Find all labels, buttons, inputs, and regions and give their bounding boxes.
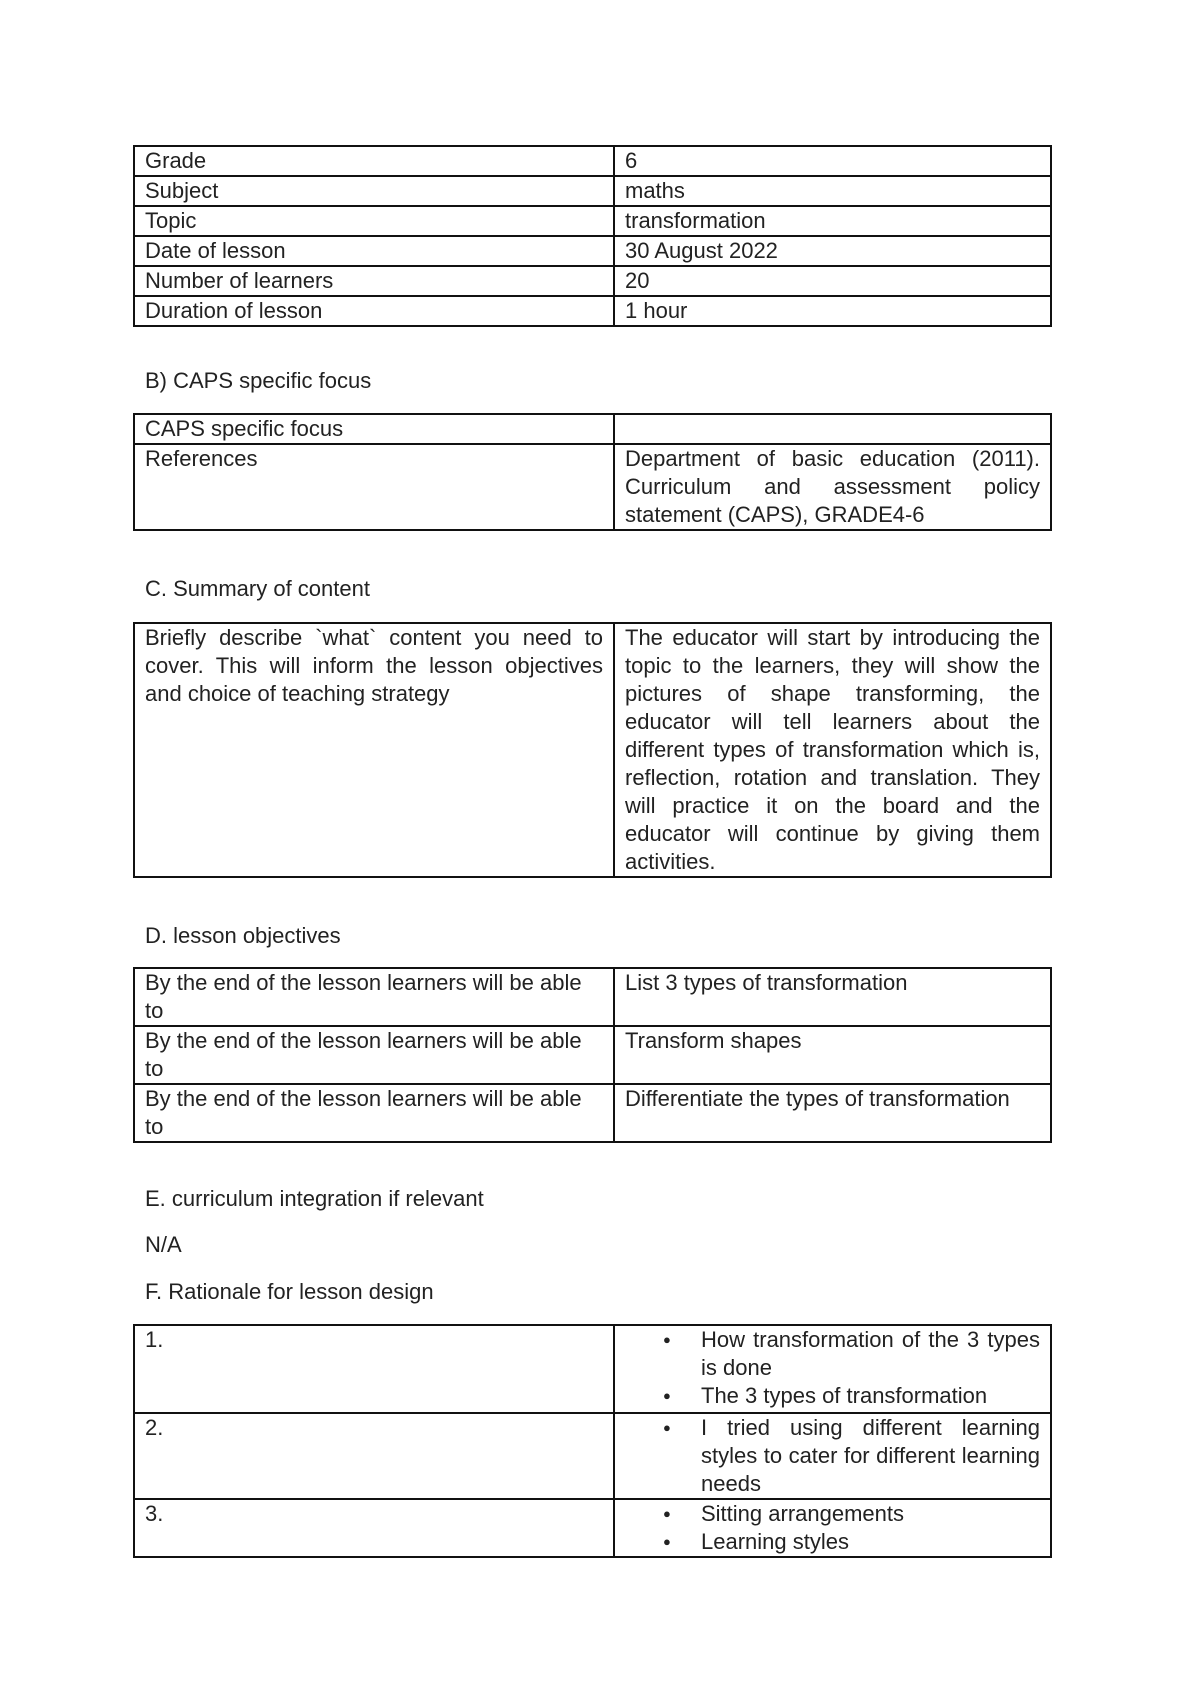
- table-row: [134, 1026, 1051, 1084]
- rationale-number: 3.: [134, 1499, 614, 1557]
- section-f-heading: F. Rationale for lesson design: [145, 1279, 434, 1304]
- list-item: ● I tried using different learning styles to cater for different learning needs: [701, 1414, 1040, 1498]
- rationale-cell: [614, 1325, 1051, 1413]
- caps-label: CAPS specific focus: [134, 414, 614, 444]
- section-b-heading: B) CAPS specific focus: [145, 368, 372, 393]
- rationale-list: [625, 1326, 1040, 1410]
- list-item: ● How transformation of the 3 types is done: [701, 1326, 1040, 1382]
- references-value: Department of basic education (2011). Curriculum and assessment policy statement (CAPS), GRADE4-6: [614, 444, 1051, 530]
- section-d-heading: D. lesson objectives: [145, 923, 341, 948]
- table-row: [134, 414, 1051, 444]
- summary-prompt: Briefly describe `what` content you need to cover. This will inform the lesson objectives and choice of teaching strategy: [134, 623, 614, 877]
- info-label: Topic: [134, 206, 614, 236]
- table-row: [134, 623, 1051, 877]
- table-row: [134, 266, 1051, 296]
- table-row: [134, 296, 1051, 326]
- rationale-list: [625, 1414, 1040, 1498]
- info-value: 20: [614, 266, 1051, 296]
- info-value: maths: [614, 176, 1051, 206]
- rationale-cell: [614, 1499, 1051, 1557]
- section-e-value: N/A: [145, 1232, 182, 1257]
- references-label: References: [134, 444, 614, 530]
- table-row: [134, 1413, 1051, 1499]
- objective-label: By the end of the lesson learners will be able to: [134, 968, 614, 1026]
- table-row: [134, 968, 1051, 1026]
- list-item: ● The 3 types of transformation: [701, 1382, 1040, 1410]
- section-c-heading: C. Summary of content: [145, 576, 370, 601]
- rationale-table: [133, 1324, 1052, 1558]
- info-value: 6: [614, 146, 1051, 176]
- summary-content: The educator will start by introducing the topic to the learners, they will show the pictures of shape transforming, the educator will tell learners about the different types of transformation which is, reflection, rotation and translation. They will practice it on the board and the educator will continue by giving them activities.: [614, 623, 1051, 877]
- table-row: [134, 206, 1051, 236]
- list-item: ● Learning styles: [701, 1528, 1040, 1556]
- table-row: [134, 146, 1051, 176]
- objective-value: Differentiate the types of transformation: [614, 1084, 1051, 1142]
- rationale-list: [625, 1500, 1040, 1556]
- caps-focus-table: [133, 413, 1052, 531]
- section-e-heading: E. curriculum integration if relevant: [145, 1186, 484, 1211]
- lesson-info-table: [133, 145, 1052, 327]
- list-item: ● Sitting arrangements: [701, 1500, 1040, 1528]
- info-label: Grade: [134, 146, 614, 176]
- info-label: Subject: [134, 176, 614, 206]
- summary-table: [133, 622, 1052, 878]
- objective-value: Transform shapes: [614, 1026, 1051, 1084]
- rationale-cell: [614, 1413, 1051, 1499]
- info-label: Date of lesson: [134, 236, 614, 266]
- rationale-number: 1.: [134, 1325, 614, 1413]
- objective-label: By the end of the lesson learners will be able to: [134, 1026, 614, 1084]
- table-row: [134, 1325, 1051, 1413]
- info-label: Duration of lesson: [134, 296, 614, 326]
- table-row: [134, 176, 1051, 206]
- table-row: [134, 1084, 1051, 1142]
- objective-value: List 3 types of transformation: [614, 968, 1051, 1026]
- table-row: [134, 444, 1051, 530]
- rationale-number: 2.: [134, 1413, 614, 1499]
- info-value: transformation: [614, 206, 1051, 236]
- info-label: Number of learners: [134, 266, 614, 296]
- info-value: 1 hour: [614, 296, 1051, 326]
- objective-label: By the end of the lesson learners will be able to: [134, 1084, 614, 1142]
- info-value: 30 August 2022: [614, 236, 1051, 266]
- caps-value: [614, 414, 1051, 444]
- table-row: [134, 1499, 1051, 1557]
- table-row: [134, 236, 1051, 266]
- objectives-table: [133, 967, 1052, 1143]
